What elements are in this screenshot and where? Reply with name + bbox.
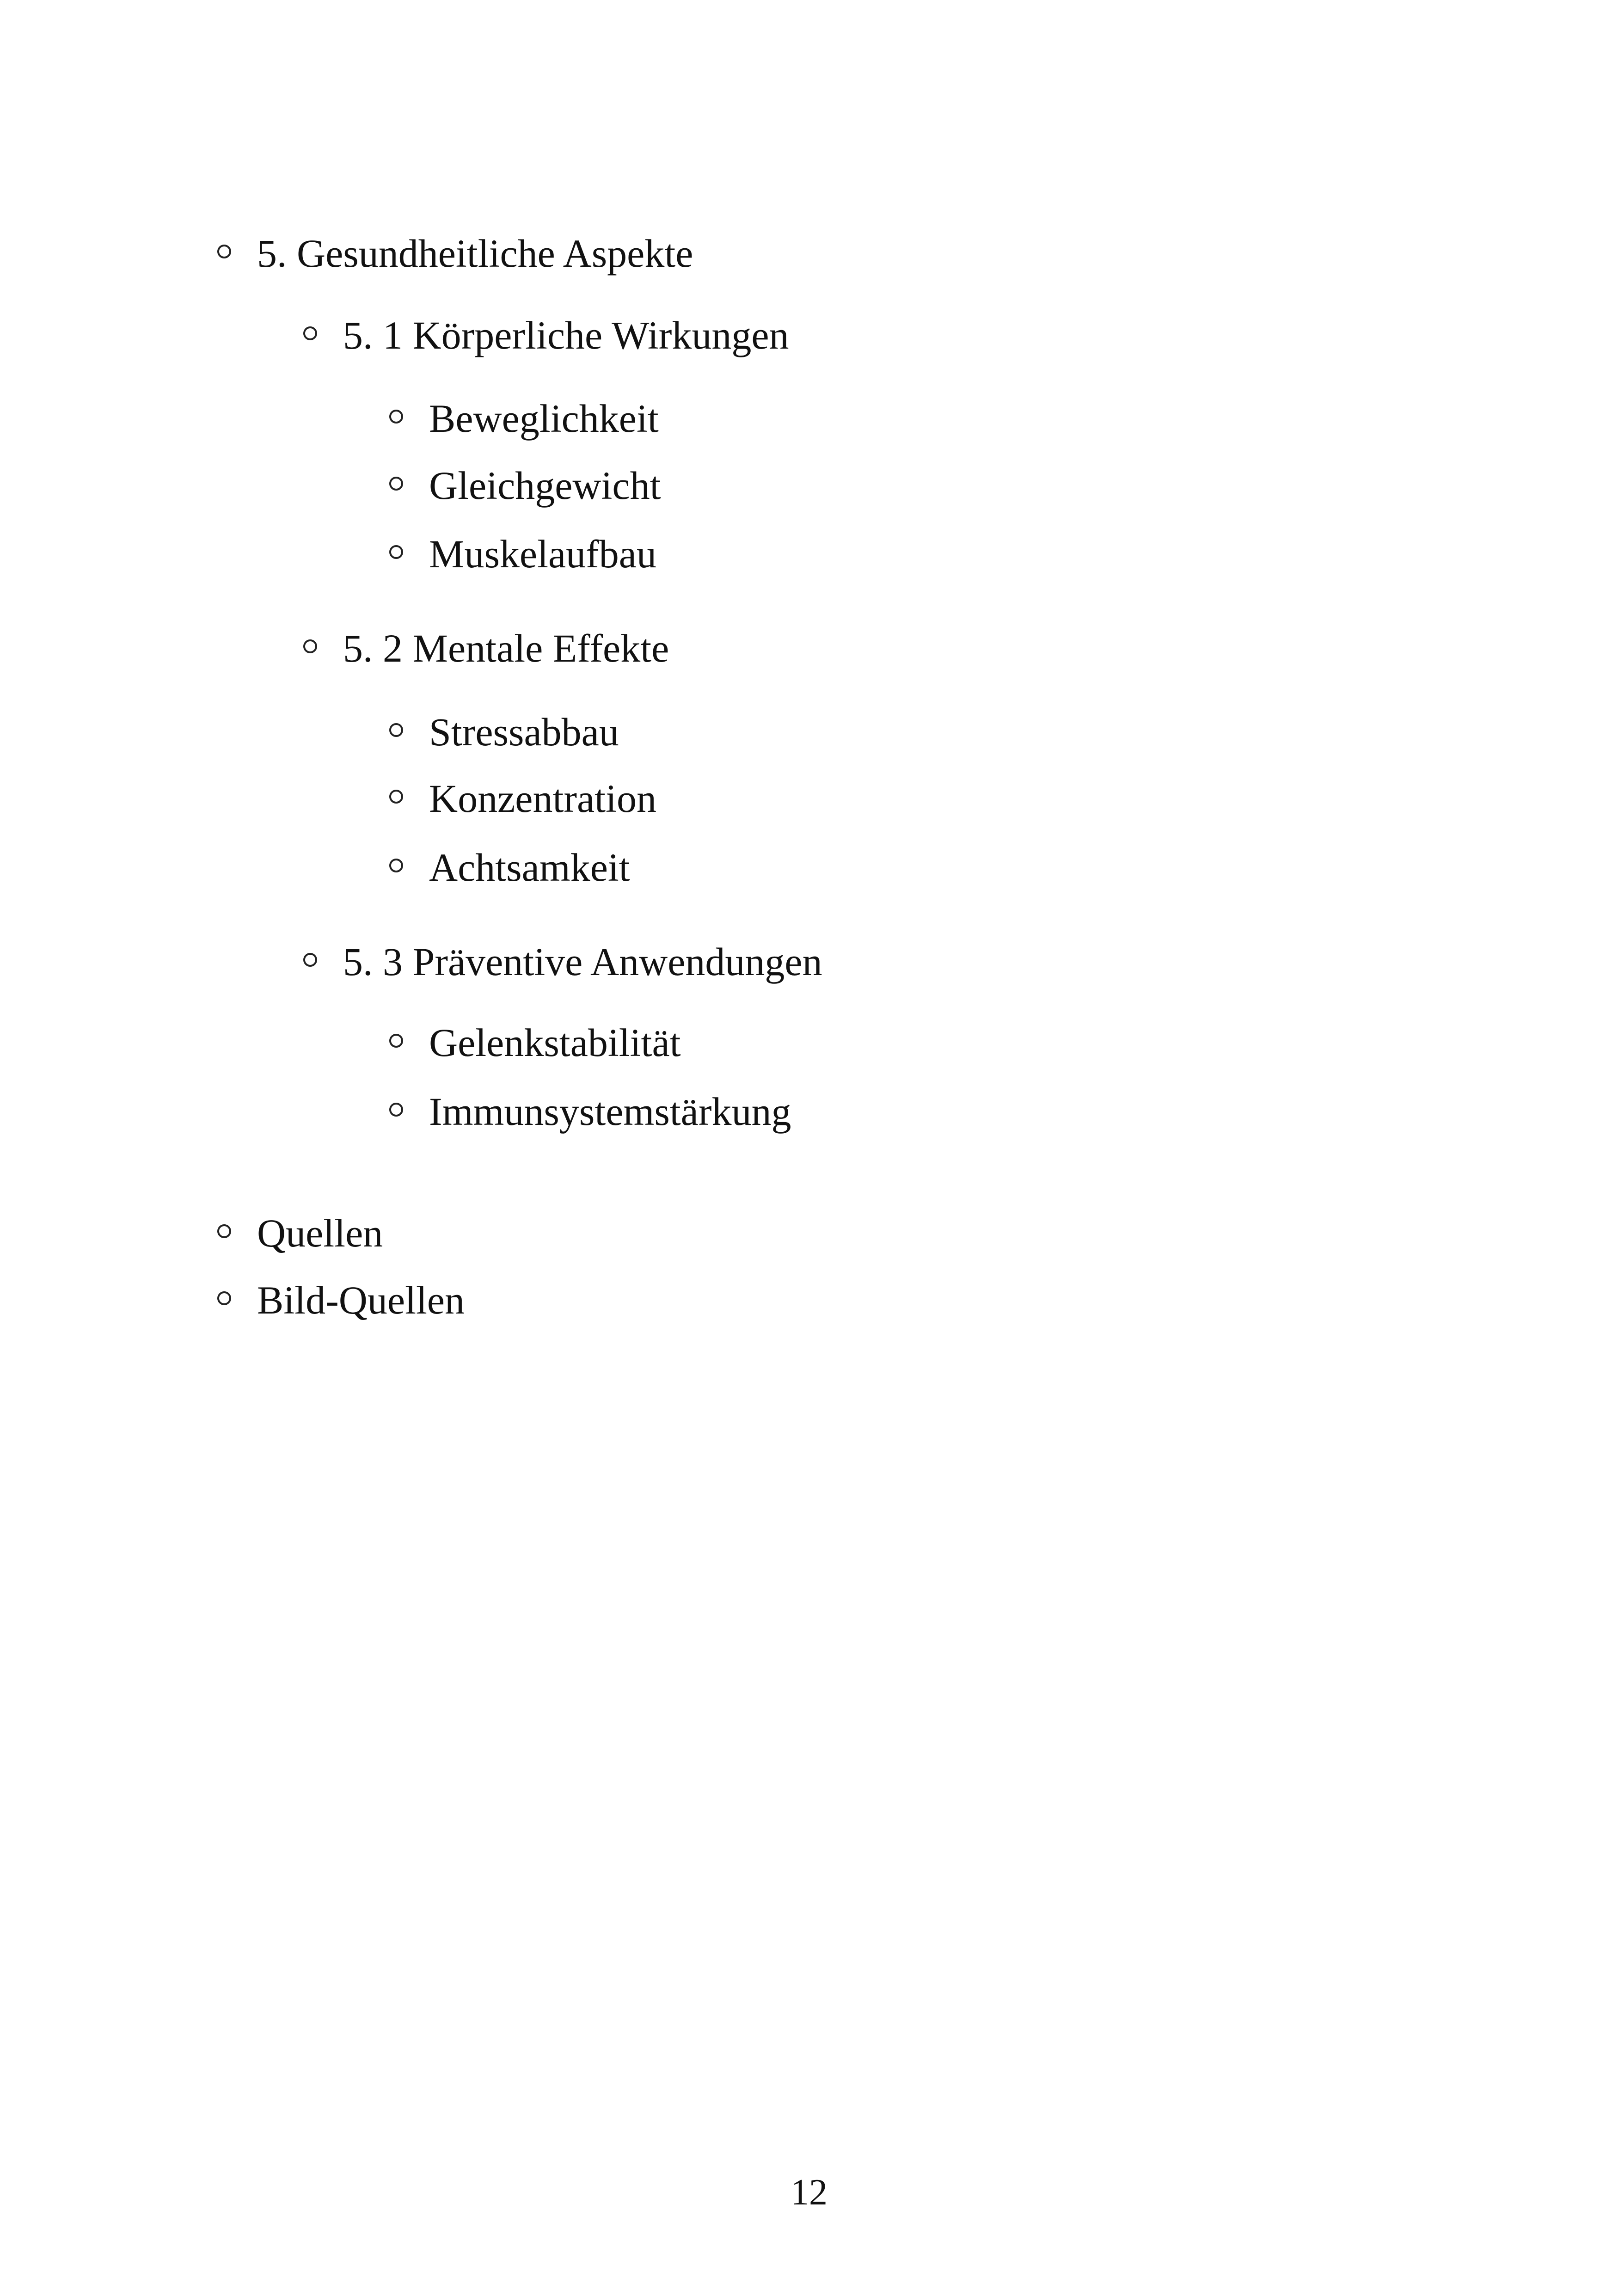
outline-subitem-label: Gleichgewicht [429, 463, 661, 508]
outline-item-label: Bild-Quellen [257, 1278, 465, 1322]
hollow-circle-bullet-icon [217, 1291, 231, 1305]
outline-subitem-label: Achtsamkeit [429, 845, 630, 890]
outline-subitem-label: Gelenkstabilität [429, 1020, 681, 1065]
hollow-circle-bullet-icon [389, 790, 403, 804]
outline-subitem-label: Muskelaufbau [429, 532, 656, 576]
hollow-circle-bullet-icon [303, 953, 317, 967]
hollow-circle-bullet-icon [303, 326, 317, 340]
outline-subitem-label: Stressabbau [429, 710, 619, 754]
hollow-circle-bullet-icon [389, 1034, 403, 1048]
page-number: 12 [791, 2172, 827, 2213]
hollow-circle-bullet-icon [389, 723, 403, 737]
outline-subitem-label: Beweglichkeit [429, 396, 659, 441]
hollow-circle-bullet-icon [389, 1103, 403, 1117]
hollow-circle-bullet-icon [303, 639, 317, 653]
outline-subitem-label: Immunsystemstärkung [429, 1089, 791, 1134]
hollow-circle-bullet-icon [389, 477, 403, 491]
hollow-circle-bullet-icon [389, 545, 403, 559]
hollow-circle-bullet-icon [217, 1224, 231, 1238]
outline-subitem-label: Konzentration [429, 776, 656, 821]
hollow-circle-bullet-icon [217, 245, 231, 258]
outline-item-label: 5. 1 Körperliche Wirkungen [343, 313, 789, 357]
hollow-circle-bullet-icon [389, 410, 403, 424]
outline-item-label: 5. Gesundheitliche Aspekte [257, 231, 693, 276]
outline-item-label: 5. 2 Mentale Effekte [343, 626, 669, 670]
outline-item-label: 5. 3 Präventive Anwendungen [343, 939, 822, 984]
outline-item-label: Quellen [257, 1211, 383, 1255]
hollow-circle-bullet-icon [389, 859, 403, 872]
